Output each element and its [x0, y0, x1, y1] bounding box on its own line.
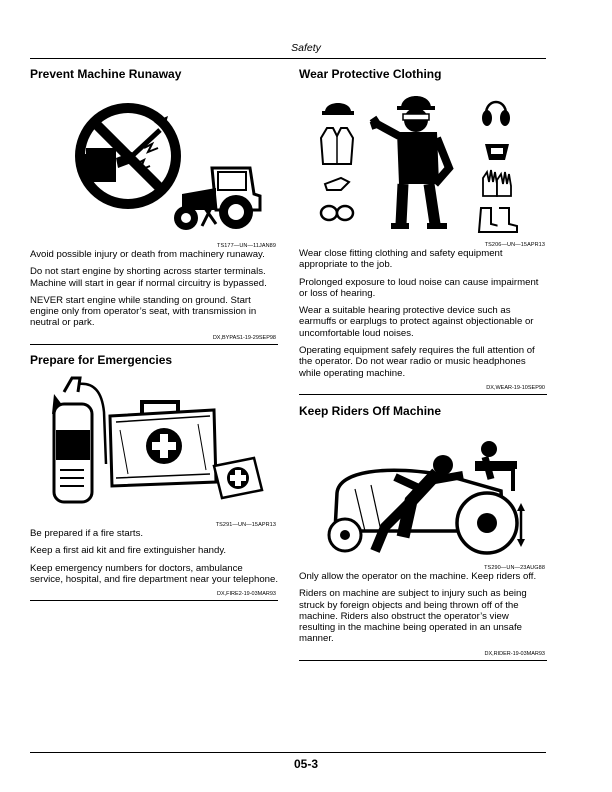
page-number: 05-3	[293, 757, 319, 771]
section-title: Prepare for Emergencies	[30, 353, 173, 367]
section-rule	[299, 660, 547, 661]
first-aid-kit-icon	[102, 394, 222, 490]
worker-with-ppe-icon	[369, 88, 469, 232]
figure-code: TS290—UN—23AUG88	[484, 565, 545, 571]
section-protective-clothing	[299, 67, 547, 395]
figure-code: TS206—UN—15APR13	[484, 242, 545, 248]
safety-boots-icon	[477, 206, 519, 234]
paragraph: Operating equipment safely requires the full attention of the operator. Do not wear radio or music headphones while operating machine.	[299, 345, 535, 379]
safety-vest-icon	[319, 126, 355, 166]
gloves-small-icon	[323, 174, 351, 194]
paragraph: Keep a first aid kit and fire extinguisher handy.	[30, 545, 227, 557]
reference-code: DX,BYPAS1-19-29SEP98	[212, 334, 276, 341]
respirator-icon	[483, 138, 511, 162]
paragraph: Avoid possible injury or death from machinery runaway.	[30, 249, 265, 260]
section-rule	[30, 600, 278, 601]
runaway-tractor-icon	[172, 164, 264, 232]
paragraph: NEVER start engine while standing on ground. Start engine only from operator’s seat, with transmission in neutral or park.	[30, 294, 257, 329]
section-keep-riders-off	[299, 404, 547, 661]
figure-code: TS291—UN—15APR13	[215, 522, 276, 528]
paragraph: Wear a suitable hearing protective device such as earmuffs or earplugs to protect against objectionable or uncomfortable loud noises.	[299, 305, 534, 339]
work-gloves-icon	[479, 168, 515, 198]
earmuffs-icon	[481, 96, 511, 128]
footer-rule	[30, 752, 546, 753]
section-title: Wear Protective Clothing	[299, 67, 442, 81]
paragraph: Wear close fitting clothing and safety equipment appropriate to the job.	[299, 248, 503, 271]
paragraph: Only allow the operator on the machine. Keep riders off.	[299, 571, 537, 582]
header-rule	[30, 58, 546, 59]
paragraph: Prolonged exposure to loud noise can cause impairment or loss of hearing.	[299, 276, 539, 299]
paragraph: Keep emergency numbers for doctors, ambulance service, hospital, and fire department near your telephone.	[30, 562, 278, 585]
runaway-illustration	[30, 82, 278, 249]
section-prevent-runaway	[30, 67, 278, 345]
first-aid-booklet-icon	[210, 454, 266, 502]
section-rule	[299, 394, 547, 395]
section-title: Prevent Machine Runaway	[30, 67, 182, 81]
riders-illustration	[299, 419, 547, 571]
protective-clothing-illustration	[299, 82, 547, 248]
paragraph: Riders on machine are subject to injury such as being struck by foreign objects and being thrown off of the machine. Riders also obstruct the operator’s view resulting in the machine being operated in an unsafe manner.	[299, 588, 527, 645]
section-rule	[30, 344, 278, 345]
hard-hat-icon	[321, 94, 355, 118]
paragraph: Do not start engine by shorting across starter terminals. Machine will start in gear if normal circuitry is bypassed.	[30, 266, 267, 289]
reference-code: DX,WEAR-19-10SEP90	[486, 384, 545, 391]
no-shorting-starter-icon	[72, 100, 184, 212]
reference-code: DX,RIDER-19-03MAR93	[484, 650, 545, 657]
figure-code: TS177—UN—11JAN89	[217, 243, 276, 249]
goggles-icon	[319, 202, 355, 222]
section-prepare-emergencies	[30, 353, 278, 601]
paragraph: Be prepared if a fire starts.	[30, 528, 144, 539]
running-header: Safety	[291, 42, 321, 54]
rider-falling-from-tractor-icon	[325, 431, 535, 561]
emergency-illustration	[30, 368, 278, 528]
reference-code: DX,FIRE2-19-03MAR93	[217, 591, 276, 598]
section-title: Keep Riders Off Machine	[299, 404, 442, 418]
